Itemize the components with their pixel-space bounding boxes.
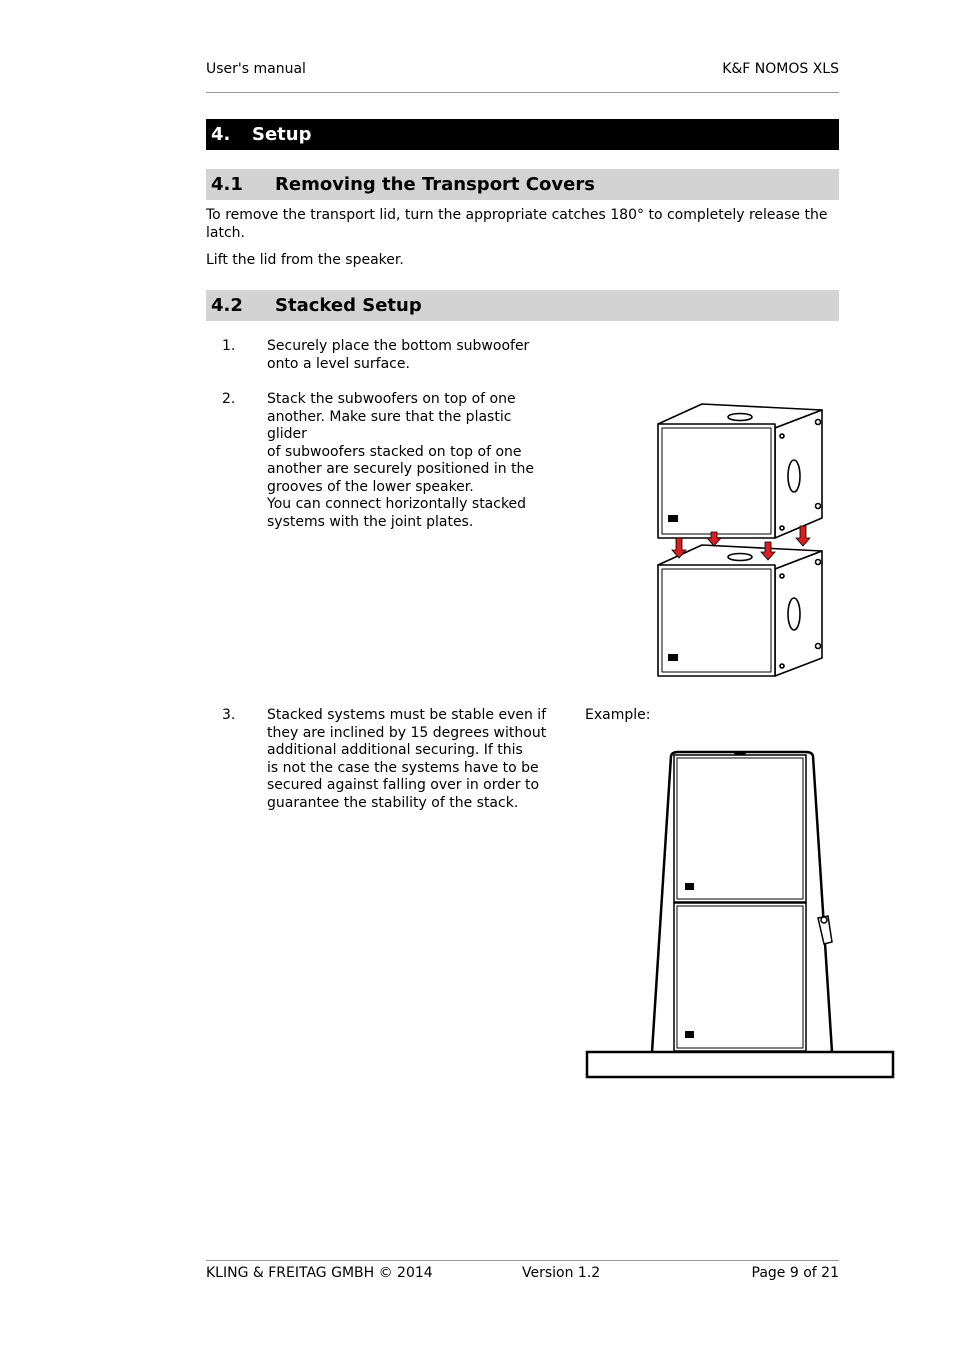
step-text: Stack the subwoofers on top of one another. Make sure that the plastic glider of subwoofers stacked on top of one another are securely positioned in the grooves of the lower speaker. You can connect horizontally stacked systems with the joint plates. — [267, 391, 535, 530]
paragraph-lift-lid: Lift the lid from the speaker. — [206, 252, 404, 268]
header-rule — [206, 92, 839, 93]
section-title: Setup — [252, 124, 312, 145]
step-text: Securely place the bottom subwoofer onto a level surface. — [267, 338, 530, 372]
subsection-number: 4.1 — [211, 174, 243, 195]
step-number: 3. — [222, 707, 236, 723]
subsection-title: Removing the Transport Covers — [275, 174, 595, 195]
subsection-number: 4.2 — [211, 295, 243, 316]
footer-page-number: Page 9 of 21 — [751, 1265, 839, 1281]
header-doc-type: User's manual — [206, 61, 306, 77]
example-label: Example: — [585, 707, 651, 723]
paragraph-remove-lid: To remove the transport lid, turn the appropriate catches 180° to completely release the latch. — [206, 207, 828, 241]
footer-version: Version 1.2 — [522, 1265, 601, 1281]
subsection-title: Stacked Setup — [275, 295, 422, 316]
section-heading — [206, 119, 839, 150]
section-number: 4. — [211, 124, 231, 145]
step-text: Stacked systems must be stable even if they are inclined by 15 degrees without additional additional securing. If this is not the case the systems have to be secured against falling over in order to guarantee the stability of the stack. — [267, 707, 547, 811]
step-number: 2. — [222, 391, 236, 407]
subsection-heading-removing-covers — [206, 169, 839, 200]
header-product: K&F NOMOS XLS — [722, 61, 839, 77]
footer-rule — [206, 1260, 839, 1261]
footer-copyright: KLING & FREITAG GMBH © 2014 — [206, 1265, 433, 1281]
tilt-stability-illustration — [584, 748, 896, 1082]
step-number: 1. — [222, 338, 236, 354]
subsection-heading-stacked-setup — [206, 290, 839, 321]
stacked-subwoofers-illustration — [650, 400, 830, 682]
